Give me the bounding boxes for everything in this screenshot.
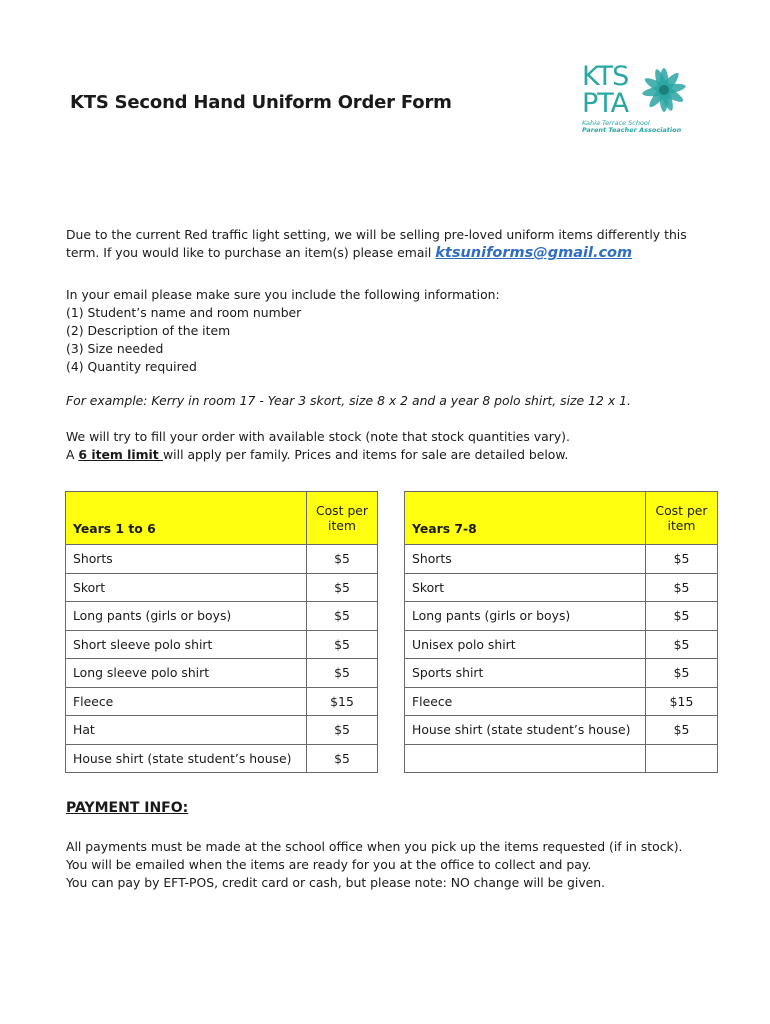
- table-row: [66, 573, 378, 602]
- item-cost: $5: [307, 744, 378, 773]
- stock-suffix: will apply per family. Prices and items for sale are detailed below.: [163, 447, 569, 462]
- table-row: [405, 573, 718, 602]
- item-name: Shorts: [66, 545, 307, 574]
- kts-pta-logo: [566, 60, 706, 138]
- item-cost: $5: [646, 630, 718, 659]
- intro-line2: term. If you would like to purchase an item(s) please email: [66, 245, 436, 260]
- logo-line1: KTS: [582, 61, 629, 92]
- payment-line: You can pay by EFT-POS, credit card or cash, but please note: NO change will be given.: [66, 875, 606, 890]
- info-item: (3) Size needed: [66, 341, 164, 356]
- page-title: KTS Second Hand Uniform Order Form: [70, 92, 452, 113]
- stock-line1: We will try to fill your order with available stock (note that stock quantities vary).: [66, 429, 570, 444]
- item-cost: $5: [307, 659, 378, 688]
- info-item: (1) Student’s name and room number: [66, 305, 302, 320]
- table-row: [405, 716, 718, 745]
- table-row: [405, 659, 718, 688]
- stock-prefix: A: [66, 447, 79, 462]
- table-row: [405, 744, 718, 773]
- email-link[interactable]: ktsuniforms@gmail.com: [435, 245, 633, 261]
- table-row: [66, 545, 378, 574]
- table-row: [405, 545, 718, 574]
- table-row: [66, 716, 378, 745]
- item-name: Long sleeve polo shirt: [66, 659, 307, 688]
- logo-school-name: Kahia Terrace School: [582, 119, 650, 127]
- order-example: For example: Kerry in room 17 - Year 3 skort, size 8 x 2 and a year 8 polo shirt, size 12 x 1.: [66, 393, 631, 408]
- cost-heading: Cost per item: [307, 492, 378, 545]
- item-name: Skort: [66, 573, 307, 602]
- table-row: [405, 630, 718, 659]
- item-cost: $15: [646, 687, 718, 716]
- payment-info: [66, 838, 683, 892]
- item-limit: 6 item limit: [78, 447, 164, 462]
- item-name: Fleece: [66, 687, 307, 716]
- item-name: Hat: [66, 716, 307, 745]
- stock-note: [66, 428, 570, 464]
- info-list: [66, 286, 500, 376]
- item-name: Shorts: [405, 545, 646, 574]
- table-heading: Years 7-8: [405, 492, 646, 545]
- payment-line: All payments must be made at the school office when you pick up the items requested (if in stock).: [66, 839, 683, 854]
- table-row: [405, 687, 718, 716]
- table-row: [405, 602, 718, 631]
- info-lead: In your email please make sure you include the following information:: [66, 287, 500, 302]
- intro-paragraph: [66, 226, 716, 262]
- table-row: [66, 630, 378, 659]
- item-cost: [646, 744, 718, 773]
- flower-icon: [634, 60, 694, 120]
- table-heading: Years 1 to 6: [66, 492, 307, 545]
- price-table-years-7-8: [404, 491, 718, 773]
- info-item: (2) Description of the item: [66, 323, 231, 338]
- cost-heading: Cost per item: [646, 492, 718, 545]
- item-name: Unisex polo shirt: [405, 630, 646, 659]
- item-cost: $15: [307, 687, 378, 716]
- payment-line: You will be emailed when the items are ready for you at the office to collect and pay.: [66, 857, 592, 872]
- item-name: House shirt (state student’s house): [66, 744, 307, 773]
- logo-line2: PTA: [582, 88, 629, 119]
- price-table-years-1-6: [65, 491, 378, 773]
- table-row: [66, 687, 378, 716]
- item-name: Long pants (girls or boys): [66, 602, 307, 631]
- item-cost: $5: [646, 659, 718, 688]
- item-name: House shirt (state student’s house): [405, 716, 646, 745]
- table-header-row: [66, 492, 378, 545]
- item-cost: $5: [646, 573, 718, 602]
- logo-association: Parent Teacher Association: [582, 126, 682, 134]
- item-name: Skort: [405, 573, 646, 602]
- item-name: [405, 744, 646, 773]
- item-name: Short sleeve polo shirt: [66, 630, 307, 659]
- item-name: Long pants (girls or boys): [405, 602, 646, 631]
- item-cost: $5: [307, 630, 378, 659]
- item-cost: $5: [646, 602, 718, 631]
- stock-line2: [66, 446, 570, 464]
- payment-heading: PAYMENT INFO:: [66, 800, 189, 816]
- item-cost: $5: [646, 545, 718, 574]
- table-header-row: [405, 492, 718, 545]
- item-cost: $5: [307, 573, 378, 602]
- info-item: (4) Quantity required: [66, 359, 197, 374]
- intro-line1: Due to the current Red traffic light setting, we will be selling pre-loved uniform items differently this: [66, 227, 687, 242]
- item-cost: $5: [307, 716, 378, 745]
- table-row: [66, 659, 378, 688]
- item-name: Sports shirt: [405, 659, 646, 688]
- item-cost: $5: [307, 545, 378, 574]
- table-row: [66, 744, 378, 773]
- table-row: [66, 602, 378, 631]
- item-cost: $5: [646, 716, 718, 745]
- item-name: Fleece: [405, 687, 646, 716]
- item-cost: $5: [307, 602, 378, 631]
